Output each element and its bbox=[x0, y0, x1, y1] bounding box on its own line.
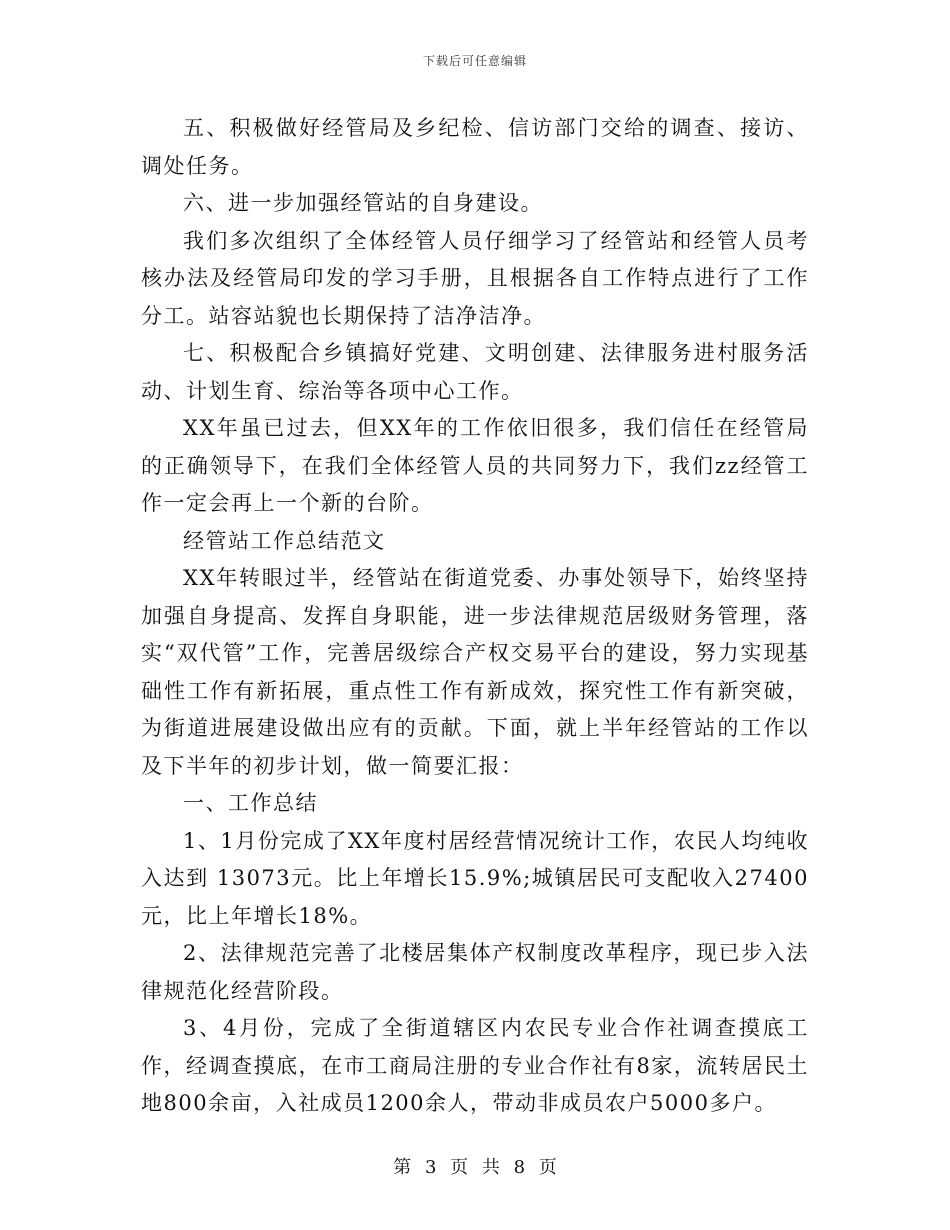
page-header: 下载后可任意编辑 bbox=[422, 54, 527, 68]
paragraph-5: XX年虽已过去，但XX年的工作依旧很多，我们信任在经管局的正确领导下，在我们全体经管人员的共同努力下，我们zz经管工作一定会再上一个新的台阶。 bbox=[141, 416, 809, 515]
paragraph-4: 七、积极配合乡镇搞好党建、文明创建、法律服务进村服务活动、计划生育、综治等各项中心工作。 bbox=[141, 341, 809, 403]
page-number: 第 3 页 共 8 页 bbox=[393, 1157, 557, 1178]
paragraph-3: 我们多次组织了全体经管人员仔细学习了经管站和经管人员考核办法及经管局印发的学习手册，且根据各自工作特点进行了工作分工。站容站貌也长期保持了洁净洁净。 bbox=[141, 228, 809, 328]
document-body bbox=[141, 110, 809, 1123]
section-heading: 一、工作总结 bbox=[183, 791, 318, 815]
paragraph-6: XX年转眼过半，经管站在街道党委、办事处领导下，始终坚持加强自身提高、发挥自身职能，进一步法律规范居级财务管理，落实“双代管”工作，完善居级综合产权交易平台的建设，努力实现基础性工作有新拓展，重点性工作有新成效，探究性工作有新突破，为街道进展建设做出应有的贡献。下面，就上半年经管站的工作以及下半年的初步计划，做一简要汇报： bbox=[141, 566, 809, 778]
paragraph-9: 3、4月份，完成了全街道辖区内农民专业合作社调查摸底工作，经调查摸底，在市工商局注册的专业合作社有8家，流转居民土地800余亩，入社成员1200余人，带动非成员农户5000多户。 bbox=[141, 1016, 809, 1115]
paragraph-2: 六、进一步加强经管站的自身建设。 bbox=[183, 191, 543, 215]
paragraph-7: 1、1月份完成了XX年度村居经营情况统计工作，农民人均纯收入达到 13073元。比上年增长15.9%;城镇居民可支配收入27400元，比上年增长18%。 bbox=[141, 828, 809, 928]
paragraph-1: 五、积极做好经管局及乡纪检、信访部门交给的调查、接访、调处任务。 bbox=[141, 116, 809, 178]
paragraph-8: 2、法律规范完善了北楼居集体产权制度改革程序，现已步入法律规范化经营阶段。 bbox=[141, 941, 809, 1003]
section-title: 经管站工作总结范文 bbox=[183, 528, 386, 553]
